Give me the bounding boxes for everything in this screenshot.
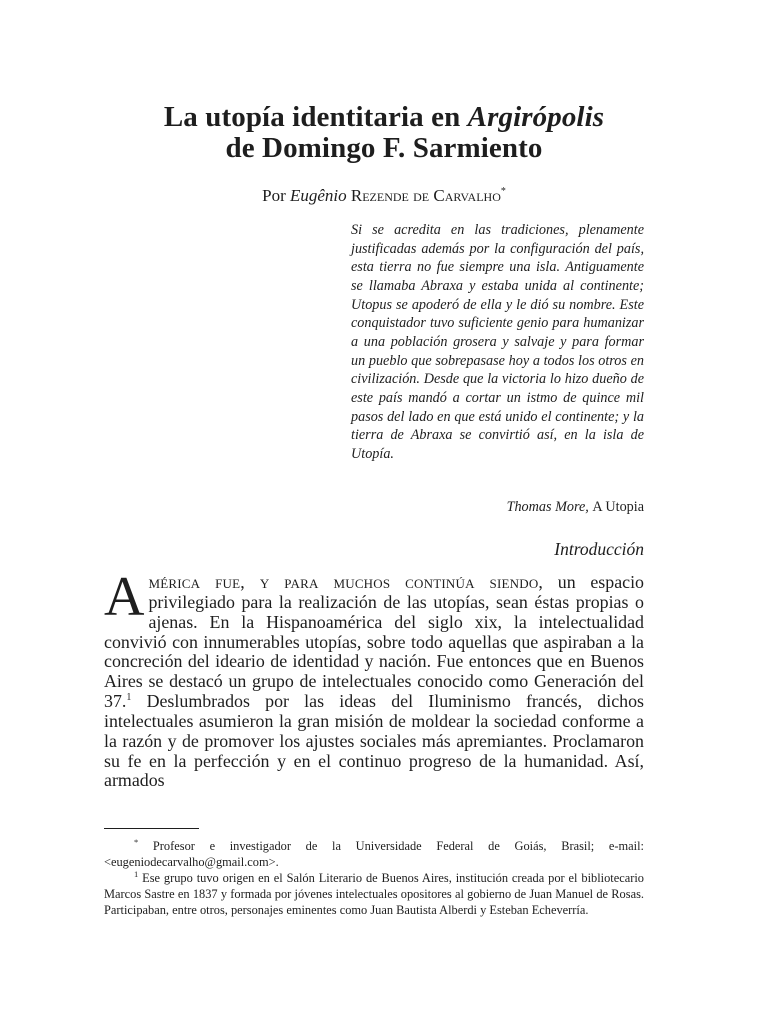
footnote-divider (104, 828, 199, 829)
footnote-author (104, 839, 644, 871)
body-text-part-1: un espacio privilegiado para la realización de las utopías, sean éstas propias o ajenas. En la Hispanoamérica del siglo xix, la intelectualidad convivió con innumerables utopías, sobre todo aquellas que aspiraban a la concreción del ideario de identidad y nación. Fue entonces que en Buenos Aires se destacó un grupo de intelectuales conocido como Generación del 37. (104, 572, 645, 712)
epigraph-quote: Si se acredita en las tradiciones, plenamente justificadas además por la configuración del país, esta tierra no fue siempre una isla. Antiguamente se llamaba Abraxa y estaba unida al continente; Utopus se apoderó de ella y le dió su nombre. Este conquistador tuvo suficiente genio para humanizar a una población grosera y salvaje y para formar un pueblo que sobrepasase hoy a todos los otros en civilización. Desde que la victoria lo hizo dueño de este país mandó a cortar un istmo de quince mil pasos del lado en que está unido el continente; y la tierra de Abraxa se convirtió así, en la isla de Utopía. (351, 222, 644, 462)
footnote-1 (104, 868, 644, 919)
title-italic-work: Argirópolis (467, 101, 605, 133)
lead-in-smallcaps: mérica fue, y para muchos continúa siendo, (148, 572, 544, 592)
footnote-marker-1: 1 (134, 868, 139, 879)
title-line-2: de Domingo F. Sarmiento (225, 132, 543, 164)
title-plain: La utopía identitaria en (163, 101, 468, 133)
article-title (0, 102, 768, 164)
footnote-ref-1[interactable]: 1 (126, 692, 132, 704)
body-paragraph (104, 566, 645, 791)
section-heading: Introducción (554, 539, 644, 559)
footnote-text-author: Profesor e investigador de la Universidade Federal de Goiás, Brasil; e-mail: <eugeniodecarvalho@gmail.com>. (104, 839, 644, 869)
epigraph-source (351, 498, 644, 516)
footnote-text-1: Ese grupo tuvo origen en el Salón Literario de Buenos Aires, institución creada por el bibliotecario Marcos Sastre en 1837 y formada por jóvenes intelectuales opositores al gobierno de Juan Manuel de Rosas. Participaban, entre otros, personajes eminentes como Juan Bautista Alberdi y Esteban Echeverría. (104, 870, 644, 917)
footnote-marker-author: * (134, 837, 139, 847)
author-footnote-marker[interactable]: * (500, 186, 506, 197)
title-line-1 (0, 102, 768, 133)
author-byline (0, 182, 768, 206)
epigraph-work: A Utopia (592, 499, 644, 515)
body-text-part-2: Deslumbrados por las ideas del Iluminismo francés, dichos intelectuales asumieron la gran misión de moldear la sociedad conforme a la razón y de promover los ajustes sociales más apremiantes. Proclamaron su fe en la perfección y en el continuo progreso de la humanidad. Así, armados (104, 691, 644, 791)
drop-cap: A (104, 566, 145, 628)
author-surname: Rezende de Carvalho (350, 186, 501, 205)
author-first-name: Eugênio (289, 186, 347, 205)
epigraph-author: Thomas More, (506, 499, 593, 515)
footnotes (104, 839, 644, 919)
byline-prefix: Por (262, 186, 290, 205)
